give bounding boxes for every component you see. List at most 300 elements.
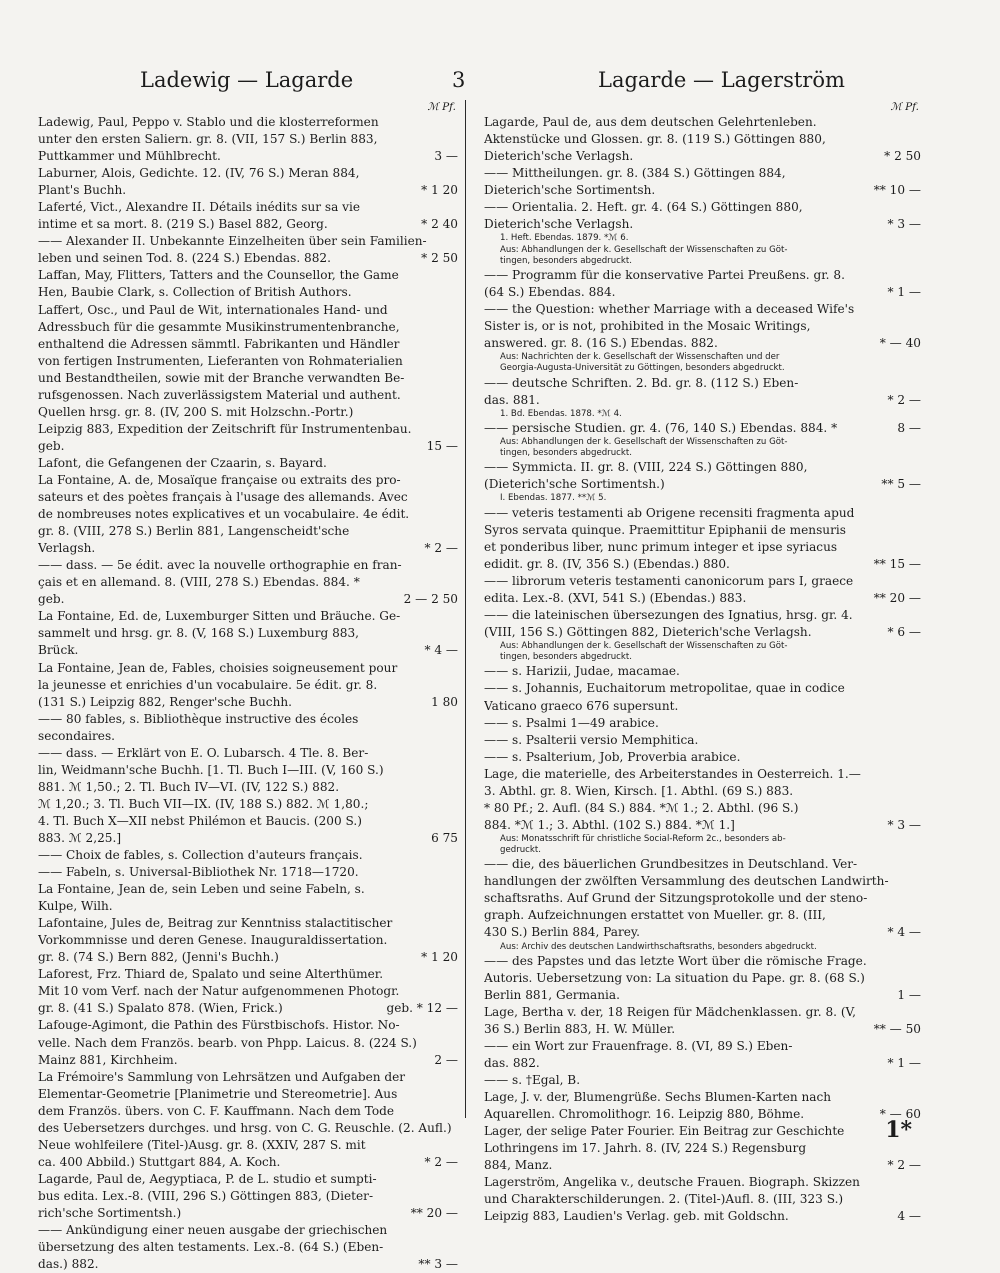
entry-note: Aus: Abhandlungen der k. Gesellschaft der Wissenschaften zu Göt- [500, 244, 788, 255]
entry-line [484, 556, 921, 573]
entry-text: —— die, des bäuerlichen Grundbesitzes in Deutschland. Ver- [484, 857, 858, 872]
entry-line [38, 830, 458, 847]
entry-text: La Fontaine, Jean de, sein Leben und seine Fabeln, s. [38, 882, 365, 897]
catalog-entry [484, 1089, 921, 1123]
catalog-entry [484, 856, 921, 952]
entry-line [484, 590, 921, 607]
entry-line [484, 856, 921, 873]
entry-text: —— Fabeln, s. Universal-Bibliothek Nr. 1718—1720. [38, 865, 359, 880]
entry-line [38, 711, 458, 728]
entry-price: ** 20 — [873, 590, 921, 605]
entry-text: Mit 10 vom Verf. nach der Natur aufgenommenen Photogr. [38, 984, 400, 999]
entry-line [38, 199, 458, 216]
catalog-entry [484, 459, 921, 504]
entry-line [484, 539, 921, 556]
entry-line [484, 114, 921, 131]
catalog-entry [38, 233, 458, 267]
entry-line [38, 949, 458, 966]
entry-text: —— des Papstes und das letzte Wort über die römische Frage. [484, 953, 867, 968]
entry-text: Lagerström, Angelika v., deutsche Frauen. Biograph. Skizzen [484, 1175, 860, 1190]
entry-line [484, 749, 921, 766]
entry-price: ** 5 — [881, 477, 921, 492]
entry-text: * 80 Pf.; 2. Aufl. (84 S.) 884. *ℳ 1.; 2. Abthl. (96 S.) [484, 800, 799, 815]
catalog-entry [38, 847, 458, 864]
entry-price: * 2 40 [421, 217, 458, 232]
catalog-entry [38, 455, 458, 472]
entry-line [38, 728, 458, 745]
catalog-entry [38, 1017, 458, 1068]
entry-line [38, 915, 458, 932]
left-column [38, 100, 458, 1273]
catalog-entry [484, 663, 921, 680]
entry-price [452, 728, 458, 745]
catalog-entry [38, 881, 458, 915]
entry-text: schaftsraths. Auf Grund der Sitzungsprotokolle und der steno- [484, 891, 868, 906]
entry-line [38, 148, 458, 165]
entry-text: —— veteris testamenti ab Origene recensiti fragmenta apud [484, 505, 855, 520]
entry-line [484, 573, 921, 590]
entry-price: * 2 — [887, 392, 921, 407]
right-column [484, 100, 921, 1225]
entry-text: Dieterich'sche Verlagsh. [484, 217, 634, 232]
entry-text: das. 881. [484, 392, 540, 407]
entry-line [484, 165, 921, 182]
entry-text: das. 882. [484, 1056, 540, 1070]
entry-line [38, 642, 458, 659]
entry-line [38, 677, 458, 694]
entry-text: 4. Tl. Buch X—XII nebst Philémon et Baucis. (200 S.) [38, 813, 362, 828]
entry-price: ** 10 — [873, 183, 921, 198]
entry-text: geb. [38, 592, 65, 607]
entry-text: Lage, die materielle, des Arbeiterstandes in Oesterreich. 1.— [484, 766, 861, 781]
entry-price [915, 1072, 921, 1089]
entry-line [484, 817, 921, 834]
catalog-entry [484, 165, 921, 199]
entry-price: * 2 50 [884, 149, 921, 164]
entry-line [484, 420, 921, 437]
entry-note: Aus: Monatsschrift für christliche Social-Reform 2c., besonders ab- [500, 833, 786, 844]
entry-line [38, 114, 458, 131]
entry-price: * 1 20 [421, 183, 458, 198]
catalog-entry [484, 1004, 921, 1038]
entry-line [38, 1188, 458, 1205]
entry-price: * 2 — [887, 1158, 921, 1173]
entry-note: tingen, besonders abgedruckt. [500, 255, 632, 266]
entry-text: Leipzig 883, Laudien's Verlag. geb. mit Goldschn. [484, 1209, 789, 1224]
entry-line [38, 1103, 458, 1120]
entry-line [484, 182, 921, 199]
entry-text: —— dass. — Erklärt von E. O. Lubarsch. 4 Tle. 8. Ber- [38, 745, 369, 760]
entry-text: rich'sche Sortimentsh.) [38, 1206, 182, 1220]
entry-price: 15 — [426, 438, 458, 453]
entry-price: ** 3 — [418, 1257, 458, 1272]
catalog-entry [484, 953, 921, 1004]
entry-text: graph. Aufzeichnungen erstattet von Mueller. gr. 8. (III, [484, 908, 826, 923]
entry-line [484, 1123, 921, 1140]
entry-line [484, 199, 921, 216]
entry-line [484, 1038, 921, 1055]
entry-line [38, 302, 458, 319]
entry-price [452, 898, 458, 915]
entry-text: Laffert, Osc., und Paul de Wit, internationales Hand- und [38, 302, 388, 317]
entry-line [484, 987, 921, 1004]
entry-price: ** 15 — [873, 556, 921, 571]
entry-line [484, 953, 921, 970]
entry-price: * 2 50 [421, 251, 458, 266]
entry-text: La Fontaine, A. de, Mosaïque française ou extraits des pro- [38, 472, 401, 487]
entry-price: * 4 — [887, 925, 921, 940]
entry-line [38, 864, 458, 881]
entry-line [484, 1157, 921, 1174]
entry-note: Aus: Archiv des deutschen Landwirthschaftsraths, besonders abgedruckt. [500, 941, 817, 952]
entry-line [38, 694, 458, 711]
entry-line [38, 250, 458, 267]
entry-text: Aquarellen. Chromolithogr. 16. Leipzig 880, Böhme. [484, 1107, 805, 1122]
entry-text: Vorkommnisse und deren Genese. Inauguraldissertation. [38, 933, 388, 948]
catalog-entry [38, 745, 458, 847]
left-entry-list [38, 114, 458, 1273]
entry-price [452, 455, 458, 472]
entry-note: Aus: Abhandlungen der k. Gesellschaft der Wissenschaften zu Göt- [500, 641, 788, 651]
right-entry-list [484, 114, 921, 1225]
entry-line [484, 1191, 921, 1208]
entry-line [484, 1106, 921, 1123]
entry-line [38, 353, 458, 370]
entry-price: * 1 — [887, 1056, 921, 1070]
entry-text: Autoris. Uebersetzung von: La situation du Pape. gr. 8. (68 S.) [484, 970, 865, 985]
entry-line [484, 131, 921, 148]
entry-text: —— s. Johannis, Euchaitorum metropolitae, quae in codice [484, 681, 845, 696]
entry-line [38, 591, 458, 608]
entry-text: Lage, Bertha v. der, 18 Reigen für Mädchenklassen. gr. 8. (V, [484, 1004, 857, 1019]
entry-note: 1. Bd. Ebendas. 1878. *ℳ 4. [500, 408, 622, 419]
entry-text: La Frémoire's Sammlung von Lehrsätzen und Aufgaben der [38, 1069, 406, 1084]
entry-text: —— s. †Egal, B. [484, 1073, 581, 1088]
entry-line [38, 319, 458, 336]
entry-price [915, 749, 921, 766]
entry-text: —— Ankündigung einer neuen ausgabe der griechischen [38, 1223, 388, 1238]
entry-text: —— Programm für die konservative Partei Preußens. gr. 8. [484, 267, 845, 282]
entry-line [38, 1000, 458, 1017]
catalog-entry [484, 766, 921, 857]
entry-line [484, 216, 921, 233]
entry-price: * — 40 [879, 336, 921, 351]
entry-text: la jeunesse et enrichies d'un vocabulaire. 5e édit. gr. 8. [38, 677, 378, 692]
entry-text: Sister is, or is not, prohibited in the Mosaic Writings, [484, 319, 811, 334]
entry-line [38, 932, 458, 949]
entry-text: Lafontaine, Jules de, Beitrag zur Kenntniss stalactitischer [38, 916, 393, 931]
entry-text: unter den ersten Saliern. gr. 8. (VII, 157 S.) Berlin 883, [38, 132, 378, 147]
entry-text: von fertigen Instrumenten, Lieferanten von Rohmaterialien [38, 353, 403, 368]
entry-text: das.) 882. [38, 1257, 99, 1272]
entry-text: secondaires. [38, 728, 116, 743]
entry-text: ℳ 1,20.; 3. Tl. Buch VII—IX. (IV, 188 S.) 882. ℳ 1,80.; [38, 796, 369, 811]
entry-line [38, 438, 458, 455]
entry-text: —— persische Studien. gr. 4. (76, 140 S.) Ebendas. 884. * [484, 420, 838, 435]
entry-text: 883. ℳ 2,25.] [38, 830, 122, 845]
entry-line [38, 387, 458, 404]
entry-line [38, 966, 458, 983]
entry-line [38, 847, 458, 864]
entry-price: 2 — [434, 1052, 458, 1067]
entry-note: 1. Heft. Ebendas. 1879. *ℳ 6. [500, 233, 629, 244]
page-number: 3 [452, 68, 466, 92]
entry-line [38, 881, 458, 898]
entry-note: I. Ebendas. 1877. **ℳ 5. [500, 493, 607, 504]
entry-line [484, 1208, 921, 1225]
entry-text: Lafouge-Agimont, die Pathin des Fürstbischofs. Histor. No- [38, 1018, 400, 1033]
catalog-entry [38, 1069, 458, 1171]
entry-price: 4 — [897, 1209, 921, 1224]
entry-line [484, 301, 921, 318]
entry-line [38, 233, 458, 250]
entry-price [452, 864, 458, 881]
entry-line [484, 783, 921, 800]
entry-price [915, 715, 921, 732]
entry-text: —— s. Psalterii versio Memphitica. [484, 732, 699, 747]
entry-text: —— s. Harizii, Judae, macamae. [484, 664, 680, 679]
entry-line [484, 1089, 921, 1106]
entry-text: sammelt und hrsg. gr. 8. (V, 168 S.) Luxemburg 883, [38, 626, 360, 641]
entry-line [484, 148, 921, 165]
catalog-entry [484, 749, 921, 766]
entry-price [915, 663, 921, 680]
entry-line [38, 983, 458, 1000]
entry-line [484, 284, 921, 301]
entry-text: —— Choix de fables, s. Collection d'auteurs français. [38, 848, 363, 863]
entry-line [38, 489, 458, 506]
entry-line [38, 1171, 458, 1188]
entry-line [38, 1222, 458, 1239]
entry-line [484, 924, 921, 941]
entry-line [484, 267, 921, 284]
entry-text: 430 S.) Berlin 884, Parey. [484, 925, 640, 940]
entry-text: ca. 400 Abbild.) Stuttgart 884, A. Koch. [38, 1154, 281, 1169]
running-head-right: Lagarde — Lagerström [598, 68, 845, 92]
entry-text: Syros servata quinque. Praemittitur Epiphanii de mensuris [484, 522, 846, 537]
entry-line [38, 1154, 458, 1171]
entry-line [38, 557, 458, 574]
entry-line [38, 216, 458, 233]
entry-price: * 6 — [887, 624, 921, 639]
entry-text: answered. gr. 8. (16 S.) Ebendas. 882. [484, 336, 718, 351]
entry-text: (131 S.) Leipzig 882, Renger'sche Buchh. [38, 694, 292, 709]
entry-note: Aus: Abhandlungen der k. Gesellschaft der Wissenschaften zu Göt- [500, 436, 788, 447]
entry-text: Lothringens im 17. Jahrh. 8. (IV, 224 S.) Regensburg [484, 1141, 807, 1156]
entry-line [484, 890, 921, 907]
entry-text: (VIII, 156 S.) Göttingen 882, Dieterich'sche Verlagsh. [484, 624, 812, 639]
catalog-entry [484, 267, 921, 301]
entry-text: Laforest, Frz. Thiard de, Spalato und seine Alterthümer. [38, 967, 384, 982]
entry-price: * 4 — [424, 643, 458, 658]
entry-price: 1 — [897, 987, 921, 1002]
entry-text: —— 80 fables, s. Bibliothèque instructive des écoles [38, 711, 359, 726]
entry-price [915, 698, 921, 715]
entry-text: —— Alexander II. Unbekannte Einzelheiten über sein Familien- [38, 234, 427, 249]
entry-price: ** 20 — [410, 1206, 458, 1220]
entry-text: lin, Weidmann'sche Buchh. [1. Tl. Buch I—III. (V, 160 S.) [38, 762, 384, 777]
entry-price: * — 60 [879, 1107, 921, 1122]
entry-line [484, 1072, 921, 1089]
entry-note: tingen, besonders abgedruckt. [500, 448, 632, 459]
entry-line [38, 796, 458, 813]
entry-price: geb. * 12 — [386, 1001, 458, 1016]
entry-line [38, 898, 458, 915]
entry-text: —— dass. — 5e édit. avec la nouvelle orthographie en fran- [38, 558, 402, 573]
entry-text: geb. [38, 438, 65, 453]
entry-note: tingen, besonders abgedruckt. [500, 652, 632, 663]
running-head-left: Ladewig — Lagarde [140, 68, 354, 92]
entry-text: Ladewig, Paul, Peppo v. Stablo und die klosterreformen [38, 115, 379, 129]
entry-line [38, 1017, 458, 1034]
currency-header: ℳ Pf. [890, 101, 919, 113]
entry-text: Laburner, Alois, Gedichte. 12. (IV, 76 S.) Meran 884, [38, 166, 360, 181]
entry-text: und Charakterschilderungen. 2. (Titel-)Aufl. 8. (III, 323 S.) [484, 1192, 844, 1207]
entry-text: edita. Lex.-8. (XVI, 541 S.) (Ebendas.) 883. [484, 590, 747, 605]
entry-line [38, 574, 458, 591]
entry-price: 1 80 [431, 694, 458, 709]
entry-line [484, 1004, 921, 1021]
entry-text: —— s. Psalmi 1—49 arabice. [484, 715, 659, 730]
entry-line [38, 779, 458, 796]
entry-price: 3 — [434, 149, 458, 164]
catalog-entry [38, 199, 458, 233]
catalog-entry [38, 711, 458, 745]
entry-price: 6 75 [431, 830, 458, 845]
entry-line [484, 607, 921, 624]
entry-text: (64 S.) Ebendas. 884. [484, 284, 616, 299]
catalog-entry [484, 1072, 921, 1089]
entry-line [484, 698, 921, 715]
entry-line [38, 421, 458, 438]
entry-line [484, 476, 921, 493]
entry-text: —— Orientalia. 2. Heft. gr. 4. (64 S.) Göttingen 880, [484, 200, 803, 215]
entry-line [484, 907, 921, 924]
entry-line [38, 506, 458, 523]
entry-text: leben und seinen Tod. 8. (224 S.) Ebendas. 882. [38, 251, 331, 266]
catalog-entry [484, 715, 921, 732]
entry-text: Lafont, die Gefangenen der Czaarin, s. Bayard. [38, 455, 327, 470]
entry-note: gedruckt. [500, 845, 541, 856]
entry-text: La Fontaine, Jean de, Fables, choisies soigneusement pour [38, 660, 398, 675]
entry-line [484, 970, 921, 987]
entry-line [38, 131, 458, 148]
entry-line [38, 625, 458, 642]
entry-text: —— the Question: whether Marriage with a deceased Wife's [484, 302, 855, 317]
entry-text: Leipzig 883, Expedition der Zeitschrift für Instrumentenbau. [38, 421, 412, 436]
entry-line [484, 505, 921, 522]
entry-line [484, 663, 921, 680]
entry-text: Puttkammer und Mühlbrecht. [38, 149, 221, 164]
catalog-entry [484, 732, 921, 749]
entry-line [38, 762, 458, 779]
entry-text: velle. Nach dem Französ. bearb. von Phpp. Laicus. 8. (224 S.) [38, 1035, 417, 1050]
catalog-entry [38, 557, 458, 608]
entry-text: 881. ℳ 1,50.; 2. Tl. Buch IV—VI. (IV, 122 S.) 882. [38, 779, 340, 794]
entry-line [38, 1052, 458, 1069]
entry-text: gr. 8. (41 S.) Spalato 878. (Wien, Frick.) [38, 1001, 283, 1016]
entry-line [484, 800, 921, 817]
catalog-entry [484, 375, 921, 420]
catalog-entry [484, 1038, 921, 1072]
entry-line [38, 404, 458, 421]
entry-text: und Bestandtheilen, sowie mit der Branche verwandten Be- [38, 370, 405, 385]
catalog-entry [484, 1174, 921, 1225]
entry-text: übersetzung des alten testaments. Lex.-8. (64 S.) (Eben- [38, 1240, 384, 1255]
entry-line [38, 370, 458, 387]
entry-line [38, 1137, 458, 1154]
entry-text: 884. *ℳ 1.; 3. Abthl. (102 S.) 884. *ℳ 1.] [484, 817, 735, 832]
entry-text: Quellen hrsg. gr. 8. (IV, 200 S. mit Holzschn.-Portr.) [38, 404, 354, 419]
entry-line [484, 766, 921, 783]
entry-text: enthaltend die Adressen sämmtl. Fabrikanten und Händler [38, 336, 400, 351]
entry-text: Lagarde, Paul de, Aegyptiaca, P. de L. studio et sumpti- [38, 1171, 377, 1186]
entry-line [484, 522, 921, 539]
entry-price: * 2 — [424, 541, 458, 556]
entry-text: Adressbuch für die gesammte Musikinstrumentenbranche, [38, 319, 400, 334]
catalog-entry [484, 607, 921, 664]
entry-text: gr. 8. (VIII, 278 S.) Berlin 881, Langenscheidt'sche [38, 524, 350, 539]
entry-line [38, 1205, 458, 1222]
catalog-entry [38, 915, 458, 966]
entry-line [38, 1086, 458, 1103]
entry-line [484, 335, 921, 352]
entry-text: Mainz 881, Kirchheim. [38, 1052, 178, 1067]
catalog-entry [484, 680, 921, 714]
catalog-entry [484, 420, 921, 459]
entry-text: Berlin 881, Germania. [484, 987, 620, 1002]
entry-price: * 3 — [887, 817, 921, 832]
entry-line [38, 660, 458, 677]
catalog-entry [484, 573, 921, 607]
entry-text: Elementar-Geometrie [Planimetrie und Stereometrie]. Aus [38, 1086, 398, 1101]
entry-line [38, 165, 458, 182]
entry-line [38, 608, 458, 625]
entry-price: 8 — [897, 420, 921, 435]
entry-line [484, 1021, 921, 1038]
entry-text: sateurs et des poètes français à l'usage des allemands. Avec [38, 490, 408, 505]
entry-line [484, 1174, 921, 1191]
entry-text: Lager, der selige Pater Fourier. Ein Beitrag zur Geschichte [484, 1124, 845, 1139]
entry-text: gr. 8. (74 S.) Bern 882, (Jenni's Buchh.) [38, 950, 279, 965]
entry-text: —— deutsche Schriften. 2. Bd. gr. 8. (112 S.) Eben- [484, 375, 799, 390]
entry-text: —— die lateinischen übersezungen des Ignatius, hrsg. gr. 4. [484, 607, 853, 622]
entry-text: Kulpe, Wilh. [38, 899, 113, 914]
catalog-entry [38, 114, 458, 165]
entry-text: Plant's Buchh. [38, 183, 127, 198]
catalog-entry [484, 505, 921, 573]
entry-price: * 2 — [424, 1154, 458, 1169]
entry-line [484, 1140, 921, 1157]
entry-price [915, 732, 921, 749]
entry-line [38, 1256, 458, 1273]
entry-text: Dieterich'sche Sortimentsh. [484, 183, 656, 198]
entry-price: * 3 — [887, 217, 921, 232]
entry-text: de nombreuses notes explicatives et un vocabulaire. 4e édit. [38, 507, 410, 522]
entry-text: —— s. Psalterium, Job, Proverbia arabice. [484, 749, 741, 764]
entry-price [452, 284, 458, 301]
entry-line [38, 182, 458, 199]
entry-text: —— Symmicta. II. gr. 8. (VIII, 224 S.) Göttingen 880, [484, 460, 808, 475]
entry-note: Aus: Nachrichten der k. Gesellschaft der Wissenschaften und der [500, 352, 780, 363]
catalog-entry [484, 301, 921, 375]
entry-text: bus edita. Lex.-8. (VIII, 296 S.) Göttingen 883, (Dieter- [38, 1188, 374, 1203]
entry-text: et ponderibus liber, nunc primum integer et ipse syriacus [484, 539, 838, 554]
entry-text: Dieterich'sche Verlagsh. [484, 149, 634, 164]
entry-text: —— ein Wort zur Frauenfrage. 8. (VI, 89 S.) Eben- [484, 1038, 793, 1053]
catalog-entry [38, 864, 458, 881]
catalog-entry [38, 1171, 458, 1222]
